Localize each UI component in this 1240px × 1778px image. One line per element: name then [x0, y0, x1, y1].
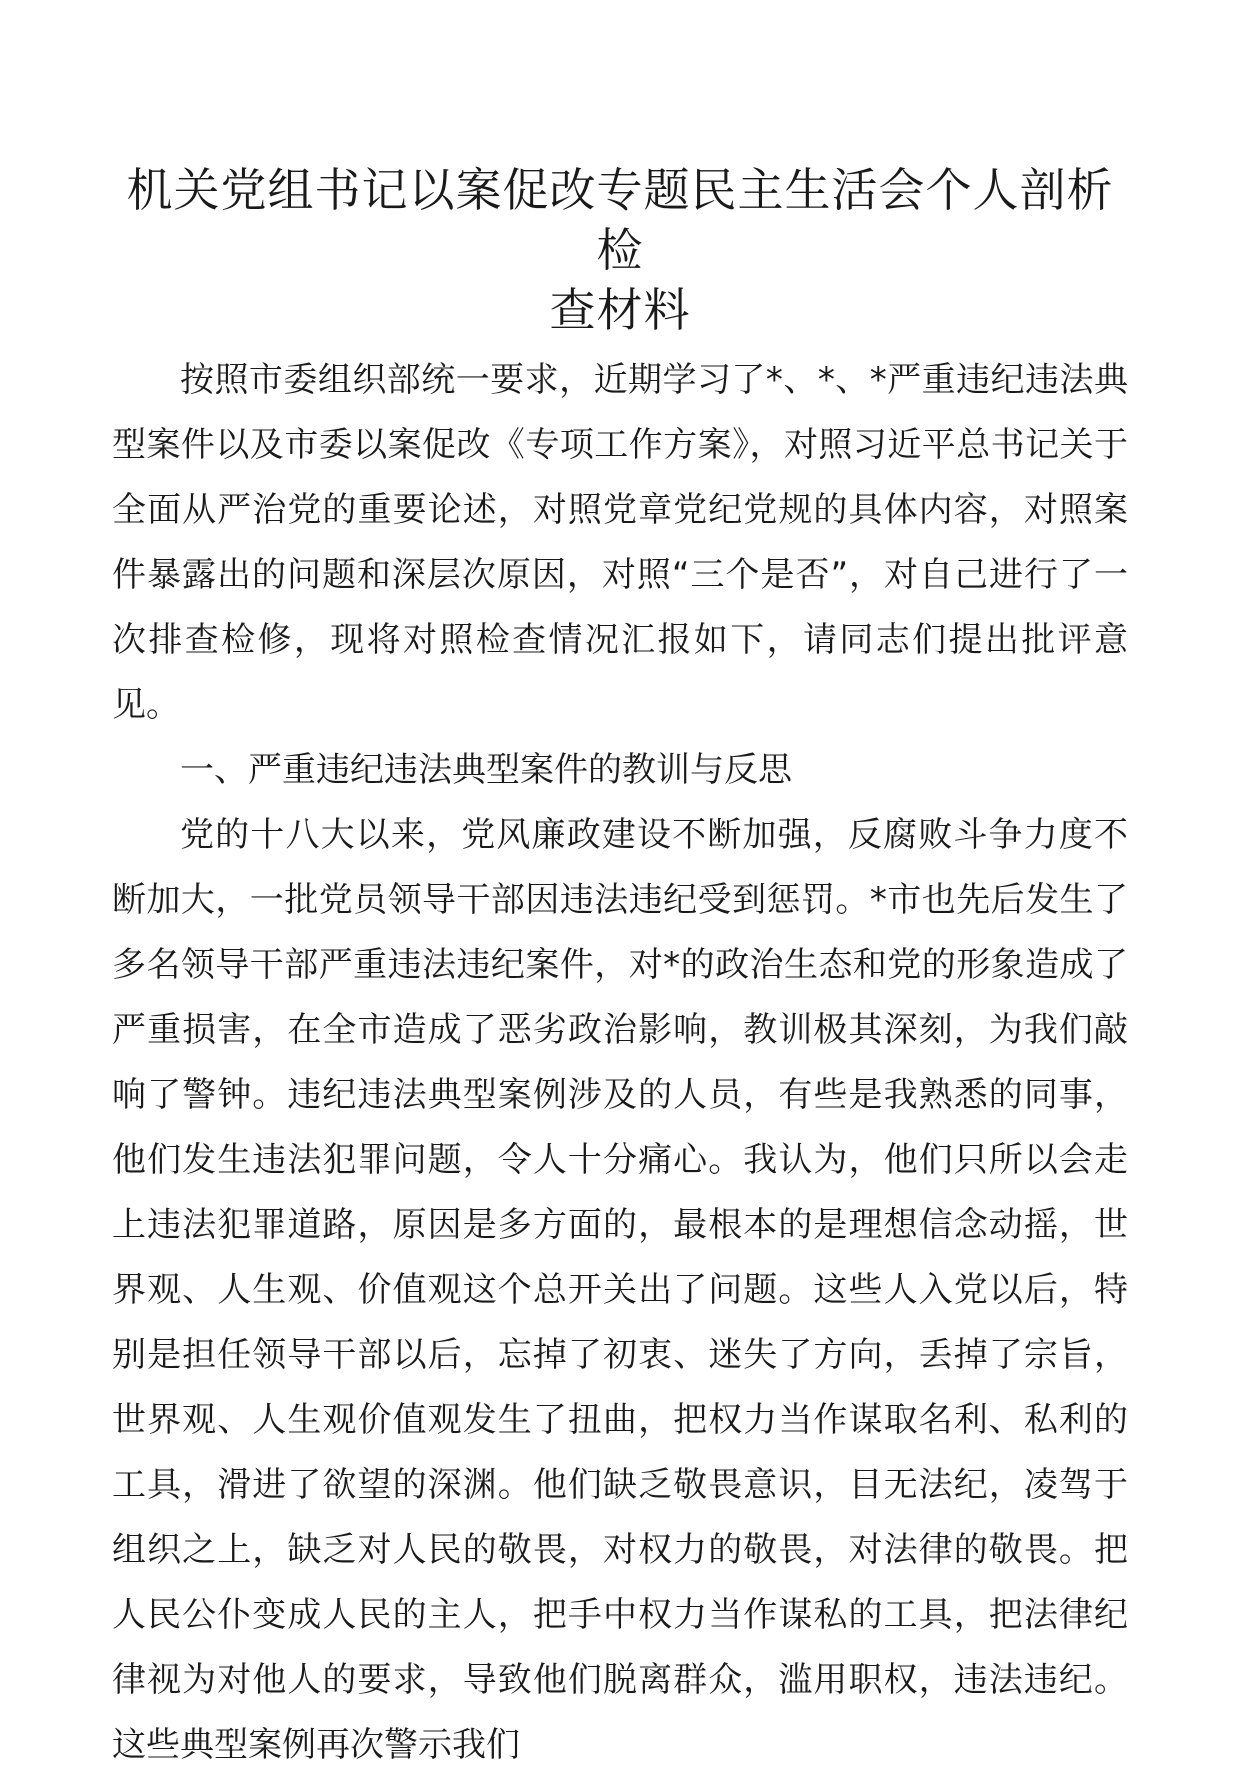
- document-body: [112, 348, 1128, 1778]
- section-1-paragraph: 党的十八大以来，党风廉政建设不断加强，反腐败斗争力度不断加大，一批党员领导干部因违法违纪受到惩罚。*市也先后发生了多名领导干部严重违法违纪案件，对*的政治生态和党的形象造成了严重损害，在全市造成了恶劣政治影响，教训极其深刻，为我们敲响了警钟。违纪违法典型案例涉及的人员，有些是我熟悉的同事，他们发生违法犯罪问题，令人十分痛心。我认为，他们只所以会走上违法犯罪道路，原因是多方面的，最根本的是理想信念动摇，世界观、人生观、价值观这个总开关出了问题。这些人入党以后，特别是担任领导干部以后，忘掉了初衷、迷失了方向，丢掉了宗旨，世界观、人生观价值观发生了扭曲，把权力当作谋取名利、私利的工具，滑进了欲望的深渊。他们缺乏敬畏意识，目无法纪，凌驾于组织之上，缺乏对人民的敬畏，对权力的敬畏，对法律的敬畏。把人民公仆变成人民的主人，把手中权力当作谋私的工具，把法律纪律视为对他人的要求，导致他们脱离群众，滥用职权，违法违纪。这些典型案例再次警示我们: [112, 815, 1128, 1765]
- document-title-line-1: 机关党组书记以案促改专题民主生活会个人剖析检: [126, 163, 1114, 277]
- section-heading-1: 一、严重违纪违法典型案件的教训与反思: [180, 750, 792, 790]
- intro-paragraph: 按照市委组织部统一要求，近期学习了*、*、*严重违纪违法典型案件以及市委以案促改《专项工作方案》，对照习近平总书记关于全面从严治党的重要论述，对照党章党纪党规的具体内容，对照案件暴露出的问题和深层次原因，对照“三个是否”，对自己进行了一次排查检修，现将对照检查情况汇报如下，请同志们提出批评意见。: [112, 360, 1128, 725]
- document-title-line-2: 查材料: [549, 283, 691, 337]
- document-title: [112, 160, 1128, 340]
- document-page: [112, 160, 1128, 1778]
